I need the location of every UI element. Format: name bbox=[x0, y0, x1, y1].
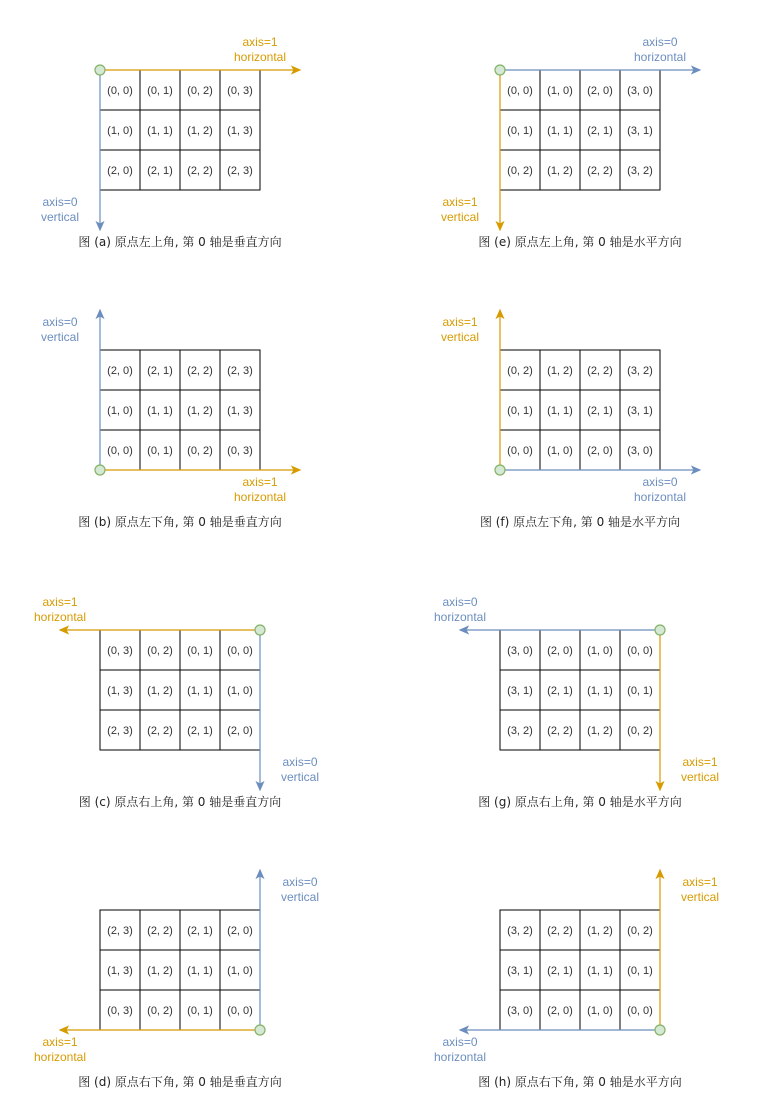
cell-label: (0, 0) bbox=[227, 645, 253, 657]
cell-label: (2, 3) bbox=[107, 725, 133, 737]
axis-direction: vertical bbox=[680, 770, 720, 784]
cell-label: (1, 3) bbox=[107, 685, 133, 697]
cell-label: (1, 0) bbox=[227, 965, 253, 977]
cell-label: (0, 1) bbox=[507, 125, 533, 137]
cell-label: (2, 0) bbox=[227, 925, 253, 937]
vertical-axis-label bbox=[41, 315, 79, 344]
cell-label: (2, 2) bbox=[587, 365, 613, 377]
cell-label: (3, 0) bbox=[507, 1005, 533, 1017]
vertical-axis-label bbox=[681, 755, 719, 784]
axis-direction: horizontal bbox=[433, 1050, 487, 1064]
axis-name: axis=1 bbox=[242, 35, 278, 49]
cell-label: (1, 2) bbox=[187, 405, 213, 417]
cell-label: (0, 0) bbox=[107, 85, 133, 97]
cell-label: (3, 1) bbox=[507, 685, 533, 697]
horizontal-axis-label bbox=[234, 475, 286, 504]
cell-label: (0, 2) bbox=[507, 365, 533, 377]
cell-label: (2, 1) bbox=[147, 365, 173, 377]
cell-label: (0, 3) bbox=[107, 1005, 133, 1017]
cell-label: (3, 1) bbox=[507, 965, 533, 977]
axis-direction: vertical bbox=[280, 890, 320, 904]
diagram-panel-g bbox=[400, 560, 760, 840]
cell-label: (2, 2) bbox=[187, 165, 213, 177]
cell-label: (1, 3) bbox=[227, 405, 253, 417]
cell-label: (2, 2) bbox=[147, 725, 173, 737]
cell-label: (2, 0) bbox=[107, 365, 133, 377]
panel-caption: 图 (d) 原点右下角, 第 0 轴是垂直方向 bbox=[78, 1075, 282, 1089]
vertical-axis-label bbox=[441, 315, 479, 344]
axis-direction: horizontal bbox=[233, 50, 287, 64]
axis-direction: horizontal bbox=[633, 490, 687, 504]
axis-direction: horizontal bbox=[33, 610, 87, 624]
origin-marker-icon bbox=[255, 1025, 265, 1035]
cell-label: (1, 1) bbox=[587, 965, 613, 977]
horizontal-axis-label bbox=[234, 35, 286, 64]
cell-label: (3, 2) bbox=[507, 725, 533, 737]
cell-label: (0, 0) bbox=[507, 445, 533, 457]
cell-label: (3, 1) bbox=[627, 405, 653, 417]
cell-label: (2, 1) bbox=[147, 165, 173, 177]
cell-label: (1, 1) bbox=[147, 125, 173, 137]
cell-label: (1, 1) bbox=[187, 965, 213, 977]
cell-label: (3, 1) bbox=[627, 125, 653, 137]
diagram-panel-d bbox=[0, 840, 380, 1120]
cell-label: (1, 3) bbox=[227, 125, 253, 137]
axis-name: axis=0 bbox=[642, 475, 678, 489]
cell-label: (1, 2) bbox=[587, 725, 613, 737]
cell-label: (2, 0) bbox=[107, 165, 133, 177]
panel-caption: 图 (a) 原点左上角, 第 0 轴是垂直方向 bbox=[78, 235, 282, 249]
cell-label: (0, 2) bbox=[507, 165, 533, 177]
cell-label: (1, 2) bbox=[547, 365, 573, 377]
vertical-axis-label bbox=[41, 195, 79, 224]
axis-direction: vertical bbox=[440, 330, 480, 344]
cell-label: (2, 1) bbox=[547, 965, 573, 977]
cell-label: (1, 2) bbox=[187, 125, 213, 137]
panel-caption: 图 (b) 原点左下角, 第 0 轴是垂直方向 bbox=[78, 515, 282, 529]
cell-label: (0, 2) bbox=[627, 925, 653, 937]
cell-label: (0, 0) bbox=[507, 85, 533, 97]
cell-label: (3, 2) bbox=[627, 365, 653, 377]
cell-label: (1, 0) bbox=[227, 685, 253, 697]
cell-label: (1, 0) bbox=[547, 445, 573, 457]
diagram-panel-c bbox=[0, 560, 380, 840]
origin-marker-icon bbox=[95, 465, 105, 475]
cell-label: (2, 0) bbox=[547, 645, 573, 657]
axis-name: axis=0 bbox=[42, 315, 78, 329]
cell-label: (0, 0) bbox=[227, 1005, 253, 1017]
cell-label: (3, 0) bbox=[627, 85, 653, 97]
diagram-panel-a bbox=[0, 0, 380, 280]
cell-label: (1, 0) bbox=[587, 1005, 613, 1017]
cell-label: (0, 2) bbox=[187, 85, 213, 97]
origin-marker-icon bbox=[495, 65, 505, 75]
cell-label: (1, 2) bbox=[147, 685, 173, 697]
cell-label: (2, 2) bbox=[587, 165, 613, 177]
diagram-panel-f bbox=[400, 280, 760, 560]
cell-label: (0, 2) bbox=[147, 1005, 173, 1017]
axis-name: axis=1 bbox=[682, 875, 718, 889]
axis-name: axis=0 bbox=[282, 755, 318, 769]
cell-label: (2, 1) bbox=[547, 685, 573, 697]
axis-direction: vertical bbox=[40, 330, 80, 344]
cell-label: (2, 0) bbox=[587, 445, 613, 457]
cell-label: (1, 1) bbox=[547, 125, 573, 137]
axis-direction: vertical bbox=[40, 210, 80, 224]
diagram-panel-e bbox=[400, 0, 760, 280]
cell-label: (2, 0) bbox=[227, 725, 253, 737]
cell-label: (1, 1) bbox=[547, 405, 573, 417]
cell-label: (2, 2) bbox=[547, 925, 573, 937]
axis-name: axis=1 bbox=[42, 1035, 78, 1049]
horizontal-axis-label bbox=[634, 475, 686, 504]
panel-caption: 图 (h) 原点右下角, 第 0 轴是水平方向 bbox=[478, 1075, 682, 1089]
panel-caption: 图 (g) 原点右上角, 第 0 轴是水平方向 bbox=[478, 795, 682, 809]
cell-label: (0, 1) bbox=[187, 1005, 213, 1017]
origin-marker-icon bbox=[655, 1025, 665, 1035]
horizontal-axis-label bbox=[434, 1035, 486, 1064]
cell-label: (1, 0) bbox=[547, 85, 573, 97]
cell-label: (2, 2) bbox=[147, 925, 173, 937]
cell-label: (0, 3) bbox=[227, 445, 253, 457]
cell-label: (3, 2) bbox=[627, 165, 653, 177]
cell-label: (3, 2) bbox=[507, 925, 533, 937]
vertical-axis-label bbox=[441, 195, 479, 224]
cell-label: (3, 0) bbox=[507, 645, 533, 657]
axis-name: axis=1 bbox=[442, 315, 478, 329]
cell-label: (1, 1) bbox=[187, 685, 213, 697]
cell-label: (1, 3) bbox=[107, 965, 133, 977]
diagram-panel-b bbox=[0, 280, 380, 560]
axis-direction: vertical bbox=[680, 890, 720, 904]
cell-label: (2, 2) bbox=[547, 725, 573, 737]
cell-label: (0, 1) bbox=[147, 445, 173, 457]
cell-label: (2, 2) bbox=[187, 365, 213, 377]
origin-marker-icon bbox=[495, 465, 505, 475]
horizontal-axis-label bbox=[634, 35, 686, 64]
axis-name: axis=1 bbox=[242, 475, 278, 489]
origin-marker-icon bbox=[95, 65, 105, 75]
cell-label: (2, 0) bbox=[587, 85, 613, 97]
cell-label: (2, 1) bbox=[187, 725, 213, 737]
cell-label: (1, 2) bbox=[587, 925, 613, 937]
panel-caption: 图 (e) 原点左上角, 第 0 轴是水平方向 bbox=[478, 235, 682, 249]
axis-direction: vertical bbox=[280, 770, 320, 784]
vertical-axis-label bbox=[281, 875, 319, 904]
cell-label: (3, 0) bbox=[627, 445, 653, 457]
vertical-axis-label bbox=[281, 755, 319, 784]
cell-label: (2, 3) bbox=[107, 925, 133, 937]
axis-direction: vertical bbox=[440, 210, 480, 224]
diagram-panel-h bbox=[400, 840, 760, 1120]
axis-name: axis=1 bbox=[42, 595, 78, 609]
cell-label: (0, 1) bbox=[627, 685, 653, 697]
cell-label: (1, 0) bbox=[587, 645, 613, 657]
cell-label: (1, 2) bbox=[547, 165, 573, 177]
cell-label: (2, 3) bbox=[227, 365, 253, 377]
axis-direction: horizontal bbox=[633, 50, 687, 64]
cell-label: (0, 2) bbox=[627, 725, 653, 737]
cell-label: (2, 3) bbox=[227, 165, 253, 177]
cell-label: (0, 3) bbox=[107, 645, 133, 657]
cell-label: (0, 2) bbox=[147, 645, 173, 657]
axis-direction: horizontal bbox=[233, 490, 287, 504]
axis-name: axis=0 bbox=[282, 875, 318, 889]
cell-label: (0, 0) bbox=[627, 1005, 653, 1017]
cell-label: (2, 1) bbox=[587, 405, 613, 417]
cell-label: (1, 1) bbox=[147, 405, 173, 417]
cell-label: (0, 2) bbox=[187, 445, 213, 457]
axis-name: axis=1 bbox=[442, 195, 478, 209]
axis-name: axis=0 bbox=[42, 195, 78, 209]
cell-label: (2, 1) bbox=[587, 125, 613, 137]
cell-label: (0, 0) bbox=[107, 445, 133, 457]
axis-name: axis=0 bbox=[642, 35, 678, 49]
cell-label: (1, 2) bbox=[147, 965, 173, 977]
panel-caption: 图 (c) 原点右上角, 第 0 轴是垂直方向 bbox=[78, 795, 282, 809]
vertical-axis-label bbox=[681, 875, 719, 904]
axis-name: axis=0 bbox=[442, 595, 478, 609]
cell-label: (2, 1) bbox=[187, 925, 213, 937]
cell-label: (2, 0) bbox=[547, 1005, 573, 1017]
axis-name: axis=1 bbox=[682, 755, 718, 769]
panel-caption: 图 (f) 原点左下角, 第 0 轴是水平方向 bbox=[479, 515, 681, 529]
horizontal-axis-label bbox=[434, 595, 486, 624]
cell-label: (0, 1) bbox=[187, 645, 213, 657]
cell-label: (1, 0) bbox=[107, 405, 133, 417]
cell-label: (0, 0) bbox=[627, 645, 653, 657]
axis-direction: horizontal bbox=[33, 1050, 87, 1064]
cell-label: (1, 0) bbox=[107, 125, 133, 137]
cell-label: (1, 1) bbox=[587, 685, 613, 697]
horizontal-axis-label bbox=[34, 1035, 86, 1064]
origin-marker-icon bbox=[255, 625, 265, 635]
cell-label: (0, 3) bbox=[227, 85, 253, 97]
axis-direction: horizontal bbox=[433, 610, 487, 624]
horizontal-axis-label bbox=[34, 595, 86, 624]
axis-name: axis=0 bbox=[442, 1035, 478, 1049]
cell-label: (0, 1) bbox=[627, 965, 653, 977]
origin-marker-icon bbox=[655, 625, 665, 635]
cell-label: (0, 1) bbox=[147, 85, 173, 97]
cell-label: (0, 1) bbox=[507, 405, 533, 417]
